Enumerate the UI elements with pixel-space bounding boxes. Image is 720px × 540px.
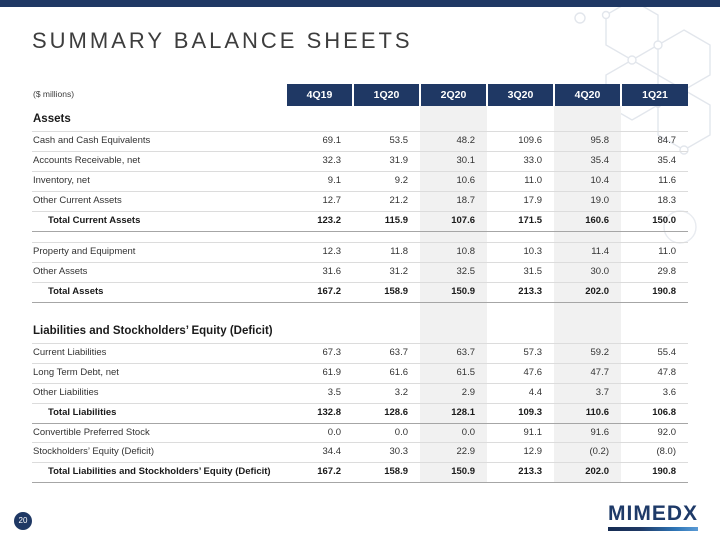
cell-value: 106.8: [621, 403, 688, 423]
row-label: Liabilities and Stockholders’ Equity (Deficit): [32, 318, 286, 344]
cell-value: 48.2: [420, 132, 487, 152]
cell-value: 31.2: [353, 262, 420, 282]
table-row: [32, 242, 688, 262]
section-header-row: [32, 106, 688, 132]
cell-value: 167.2: [286, 463, 353, 483]
total-row: [32, 463, 688, 483]
cell-value: 32.5: [420, 262, 487, 282]
row-label: Property and Equipment: [32, 242, 286, 262]
cell-value: 67.3: [286, 343, 353, 363]
cell-value: 69.1: [286, 132, 353, 152]
cell-value: 84.7: [621, 132, 688, 152]
cell-value: 109.6: [487, 132, 554, 152]
row-label: Current Liabilities: [32, 343, 286, 363]
cell-value: 12.3: [286, 242, 353, 262]
balance-sheet: [32, 84, 688, 483]
cell-value: 34.4: [286, 443, 353, 463]
cell-value: 18.7: [420, 191, 487, 211]
row-label: Convertible Preferred Stock: [32, 423, 286, 443]
row-label: Total Current Assets: [32, 211, 286, 231]
cell-value: 158.9: [353, 282, 420, 302]
cell-value: 202.0: [554, 463, 621, 483]
row-label: Other Assets: [32, 262, 286, 282]
cell-value: 12.9: [487, 443, 554, 463]
cell-value: 91.1: [487, 423, 554, 443]
table-row: [32, 152, 688, 172]
row-label: Stockholders’ Equity (Deficit): [32, 443, 286, 463]
cell-value: 128.6: [353, 403, 420, 423]
cell-value: 128.1: [420, 403, 487, 423]
cell-value: 18.3: [621, 191, 688, 211]
cell-value: 19.0: [554, 191, 621, 211]
cell-value: 29.8: [621, 262, 688, 282]
top-accent-bar: [0, 0, 720, 7]
section-header-row: [32, 318, 688, 344]
balance-sheet-table: [32, 84, 688, 483]
cell-value: 150.9: [420, 282, 487, 302]
cell-value: 0.0: [420, 423, 487, 443]
cell-value: 115.9: [353, 211, 420, 231]
cell-value: 32.3: [286, 152, 353, 172]
row-label: Other Current Assets: [32, 191, 286, 211]
cell-value: 33.0: [487, 152, 554, 172]
table-header-row: [32, 84, 688, 106]
row-label: Total Liabilities: [32, 403, 286, 423]
total-row: [32, 282, 688, 302]
table-row: [32, 443, 688, 463]
cell-value: 10.8: [420, 242, 487, 262]
table-row: [32, 172, 688, 192]
cell-value: 61.6: [353, 363, 420, 383]
cell-value: 92.0: [621, 423, 688, 443]
row-label: Long Term Debt, net: [32, 363, 286, 383]
cell-value: 21.2: [353, 191, 420, 211]
units-label: ($ millions): [33, 89, 75, 99]
cell-value: 63.7: [420, 343, 487, 363]
cell-value: 35.4: [621, 152, 688, 172]
cell-value: 123.2: [286, 211, 353, 231]
column-header-2q20: 2Q20: [420, 84, 487, 106]
cell-value: 0.0: [353, 423, 420, 443]
cell-value: 12.7: [286, 191, 353, 211]
cell-value: 0.0: [286, 423, 353, 443]
cell-value: 95.8: [554, 132, 621, 152]
cell-value: 61.5: [420, 363, 487, 383]
spacer-row: [32, 231, 688, 242]
column-header-4q20: 4Q20: [554, 84, 621, 106]
cell-value: 53.5: [353, 132, 420, 152]
cell-value: 3.7: [554, 383, 621, 403]
total-row: [32, 403, 688, 423]
row-label: Accounts Receivable, net: [32, 152, 286, 172]
cell-value: 3.2: [353, 383, 420, 403]
table-row: [32, 343, 688, 363]
table-row: [32, 383, 688, 403]
cell-value: 55.4: [621, 343, 688, 363]
page-title: SUMMARY BALANCE SHEETS: [32, 28, 413, 53]
cell-value: 3.5: [286, 383, 353, 403]
cell-value: 63.7: [353, 343, 420, 363]
cell-value: 158.9: [353, 463, 420, 483]
cell-value: 213.3: [487, 463, 554, 483]
cell-value: 110.6: [554, 403, 621, 423]
table-row: [32, 423, 688, 443]
page-number-badge: 20: [14, 512, 32, 530]
cell-value: 35.4: [554, 152, 621, 172]
cell-value: (8.0): [621, 443, 688, 463]
cell-value: 150.0: [621, 211, 688, 231]
cell-value: (0.2): [554, 443, 621, 463]
cell-value: 4.4: [487, 383, 554, 403]
cell-value: 30.3: [353, 443, 420, 463]
table-row: [32, 132, 688, 152]
cell-value: 47.8: [621, 363, 688, 383]
cell-value: 190.8: [621, 282, 688, 302]
cell-value: 10.4: [554, 172, 621, 192]
cell-value: 31.9: [353, 152, 420, 172]
cell-value: 171.5: [487, 211, 554, 231]
cell-value: 59.2: [554, 343, 621, 363]
cell-value: 47.6: [487, 363, 554, 383]
cell-value: 160.6: [554, 211, 621, 231]
cell-value: 22.9: [420, 443, 487, 463]
logo-underline: [608, 527, 698, 531]
logo-wordmark: MIMEDX: [608, 502, 698, 525]
cell-value: 11.0: [487, 172, 554, 192]
table-body: [32, 106, 688, 483]
cell-value: 91.6: [554, 423, 621, 443]
row-label: Cash and Cash Equivalents: [32, 132, 286, 152]
row-label: Assets: [32, 106, 286, 132]
mimedx-logo: [608, 502, 698, 531]
cell-value: 11.0: [621, 242, 688, 262]
cell-value: 31.5: [487, 262, 554, 282]
row-label: Total Assets: [32, 282, 286, 302]
cell-value: 57.3: [487, 343, 554, 363]
cell-value: 167.2: [286, 282, 353, 302]
cell-value: 107.6: [420, 211, 487, 231]
cell-value: 202.0: [554, 282, 621, 302]
cell-value: 10.6: [420, 172, 487, 192]
cell-value: 11.8: [353, 242, 420, 262]
table-row: [32, 191, 688, 211]
cell-value: 213.3: [487, 282, 554, 302]
cell-value: 9.1: [286, 172, 353, 192]
table-row: [32, 363, 688, 383]
cell-value: 9.2: [353, 172, 420, 192]
cell-value: 11.6: [621, 172, 688, 192]
column-header-3q20: 3Q20: [487, 84, 554, 106]
column-header-1q20: 1Q20: [353, 84, 420, 106]
column-header-4q19: 4Q19: [286, 84, 353, 106]
cell-value: 3.6: [621, 383, 688, 403]
cell-value: 109.3: [487, 403, 554, 423]
row-label: Other Liabilities: [32, 383, 286, 403]
cell-value: 61.9: [286, 363, 353, 383]
cell-value: 30.0: [554, 262, 621, 282]
spacer-row: [32, 302, 688, 318]
table-row: [32, 262, 688, 282]
cell-value: 30.1: [420, 152, 487, 172]
cell-value: 132.8: [286, 403, 353, 423]
column-header-1q21: 1Q21: [621, 84, 688, 106]
row-label: Inventory, net: [32, 172, 286, 192]
cell-value: 11.4: [554, 242, 621, 262]
cell-value: 190.8: [621, 463, 688, 483]
total-row: [32, 211, 688, 231]
cell-value: 10.3: [487, 242, 554, 262]
cell-value: 150.9: [420, 463, 487, 483]
cell-value: 31.6: [286, 262, 353, 282]
row-label: Total Liabilities and Stockholders’ Equity (Deficit): [32, 463, 286, 483]
cell-value: 17.9: [487, 191, 554, 211]
cell-value: 47.7: [554, 363, 621, 383]
cell-value: 2.9: [420, 383, 487, 403]
